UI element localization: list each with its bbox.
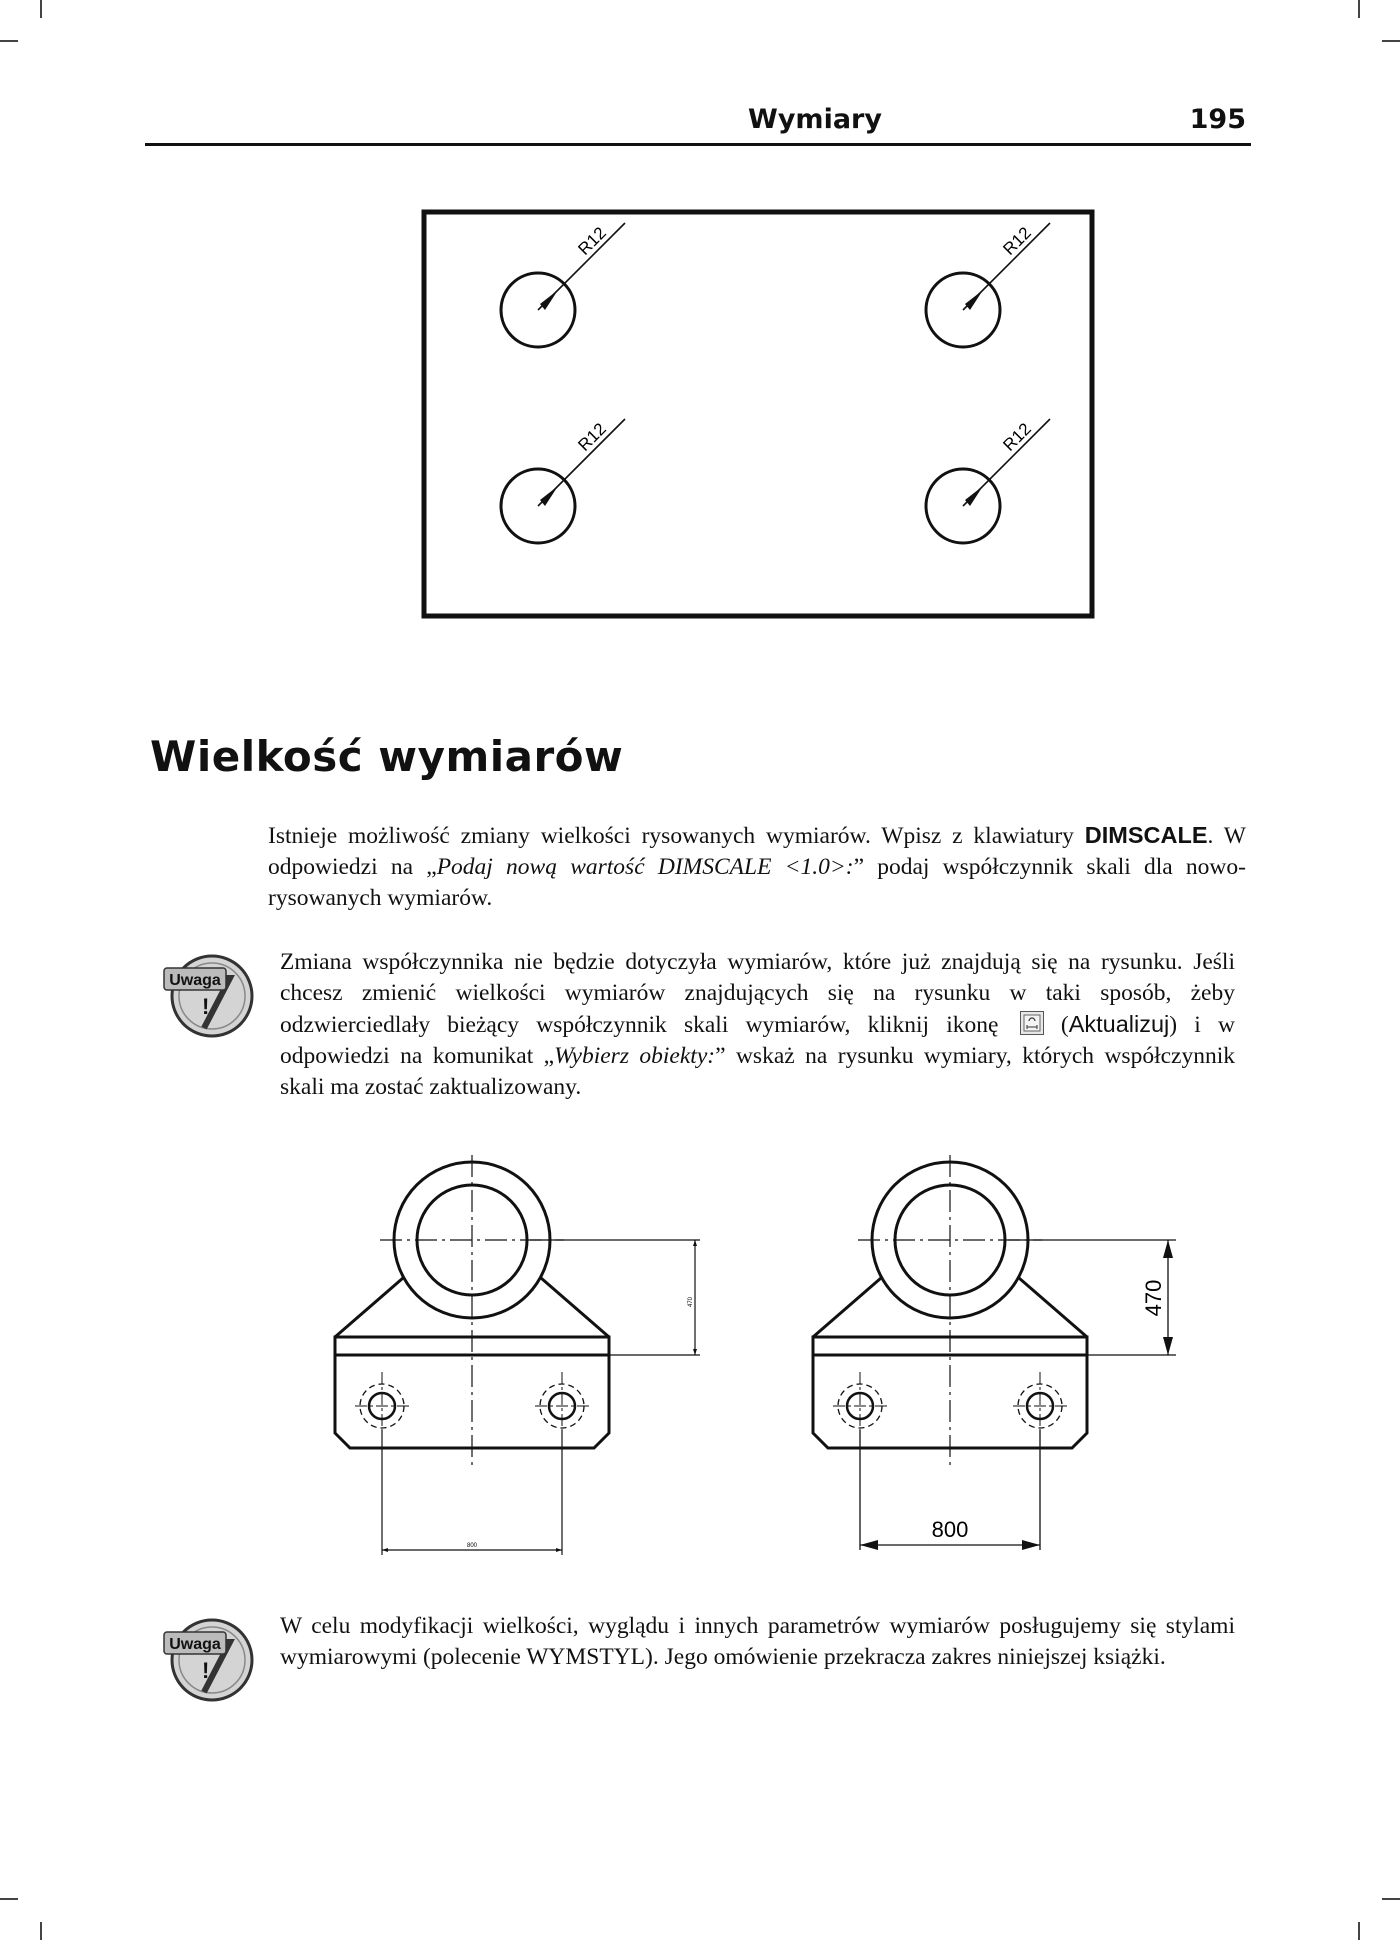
crop-mark — [1382, 40, 1400, 42]
note-icon-label: Uwaga — [169, 972, 221, 989]
crop-mark — [1382, 1898, 1400, 1900]
dimension-vertical: 470 — [1141, 1279, 1166, 1317]
radius-label: R12 — [574, 419, 610, 455]
prompt-text: Wybierz obiekty: — [554, 1043, 716, 1069]
note-paragraph: W celu modyfikacji wielkości, wyglądu i innych parametrów wymiarów posługujemy się stylami wymiarowymi (polecenie WYMSTYL). Jego omówienie przekracza zakres niniejszej książki. — [280, 1613, 1235, 1670]
crop-mark — [40, 0, 42, 18]
paragraph-text: . W odpowiedzi na „ — [268, 823, 1246, 880]
hole-bottom-right — [926, 419, 1050, 543]
paragraph-text: Zmiana współczynnika nie będzie dotyczyła wymiarów, które już znajdują się na rysunku. Jeśli chcesz zmienić wielkości wymiarów znajdujących się na rysunku w taki sposób, żeby odzwierciedlały bieżący współczynnik skali wymiarów, kliknij ikonę — [280, 949, 1235, 1038]
svg-text:!: ! — [202, 1658, 210, 1683]
plate-drawing — [420, 208, 1096, 620]
command-name: DIMSCALE — [1084, 822, 1208, 848]
update-dimension-icon — [1020, 1011, 1044, 1035]
crop-mark — [40, 1922, 42, 1940]
bracket-small-dimensions — [335, 1155, 700, 1555]
dimension-vertical: 470 — [688, 1296, 694, 1308]
paragraph-text: ) i w odpowiedzi na komunikat „ — [280, 1012, 1236, 1069]
plate-outline — [424, 212, 1092, 616]
paragraph-text: Istnieje możliwość zmiany wielkości rysowanych wymiarów. Wpisz z klawiatury — [268, 823, 1085, 849]
paragraph-text: ” wskaż na rysunku wymiary, których współczynnik skali ma zostać zaktualizowany. — [280, 1043, 1235, 1100]
page-number: 195 — [1189, 104, 1246, 135]
dimension-horizontal: 800 — [466, 1543, 478, 1549]
note-icon-label: Uwaga — [169, 1636, 221, 1653]
crop-mark — [1358, 0, 1360, 18]
hole-top-left — [501, 223, 625, 347]
radius-label: R12 — [574, 223, 610, 259]
hole-bottom-left — [501, 419, 625, 543]
intro-paragraph — [268, 820, 1246, 914]
dimension-horizontal: 800 — [931, 1517, 969, 1542]
radius-label: R12 — [999, 419, 1035, 455]
crop-mark — [1358, 1922, 1360, 1940]
hole-top-right — [926, 223, 1050, 347]
svg-text:!: ! — [202, 994, 210, 1019]
crop-mark — [0, 40, 18, 42]
radius-label: R12 — [999, 223, 1035, 259]
crop-mark — [0, 1898, 18, 1900]
header-rule — [145, 143, 1251, 146]
prompt-text: Podaj nową wartość DIMSCALE <1.0>: — [436, 854, 854, 880]
warning-note-icon — [160, 1612, 264, 1708]
section-heading: Wielkość wymiarów — [150, 732, 624, 781]
warning-note-icon — [160, 948, 264, 1044]
paragraph-text: ( — [1043, 1012, 1069, 1038]
button-name: Aktualizuj — [1068, 1011, 1170, 1037]
note-paragraph — [280, 947, 1235, 1103]
bracket-scaled-dimensions — [813, 1155, 1176, 1550]
running-title: Wymiary — [748, 104, 882, 135]
paragraph-text: ” podaj współczynnik skali dla nowo-rysowanych wymiarów. — [268, 854, 1246, 911]
bracket-drawings — [300, 1150, 1220, 1570]
